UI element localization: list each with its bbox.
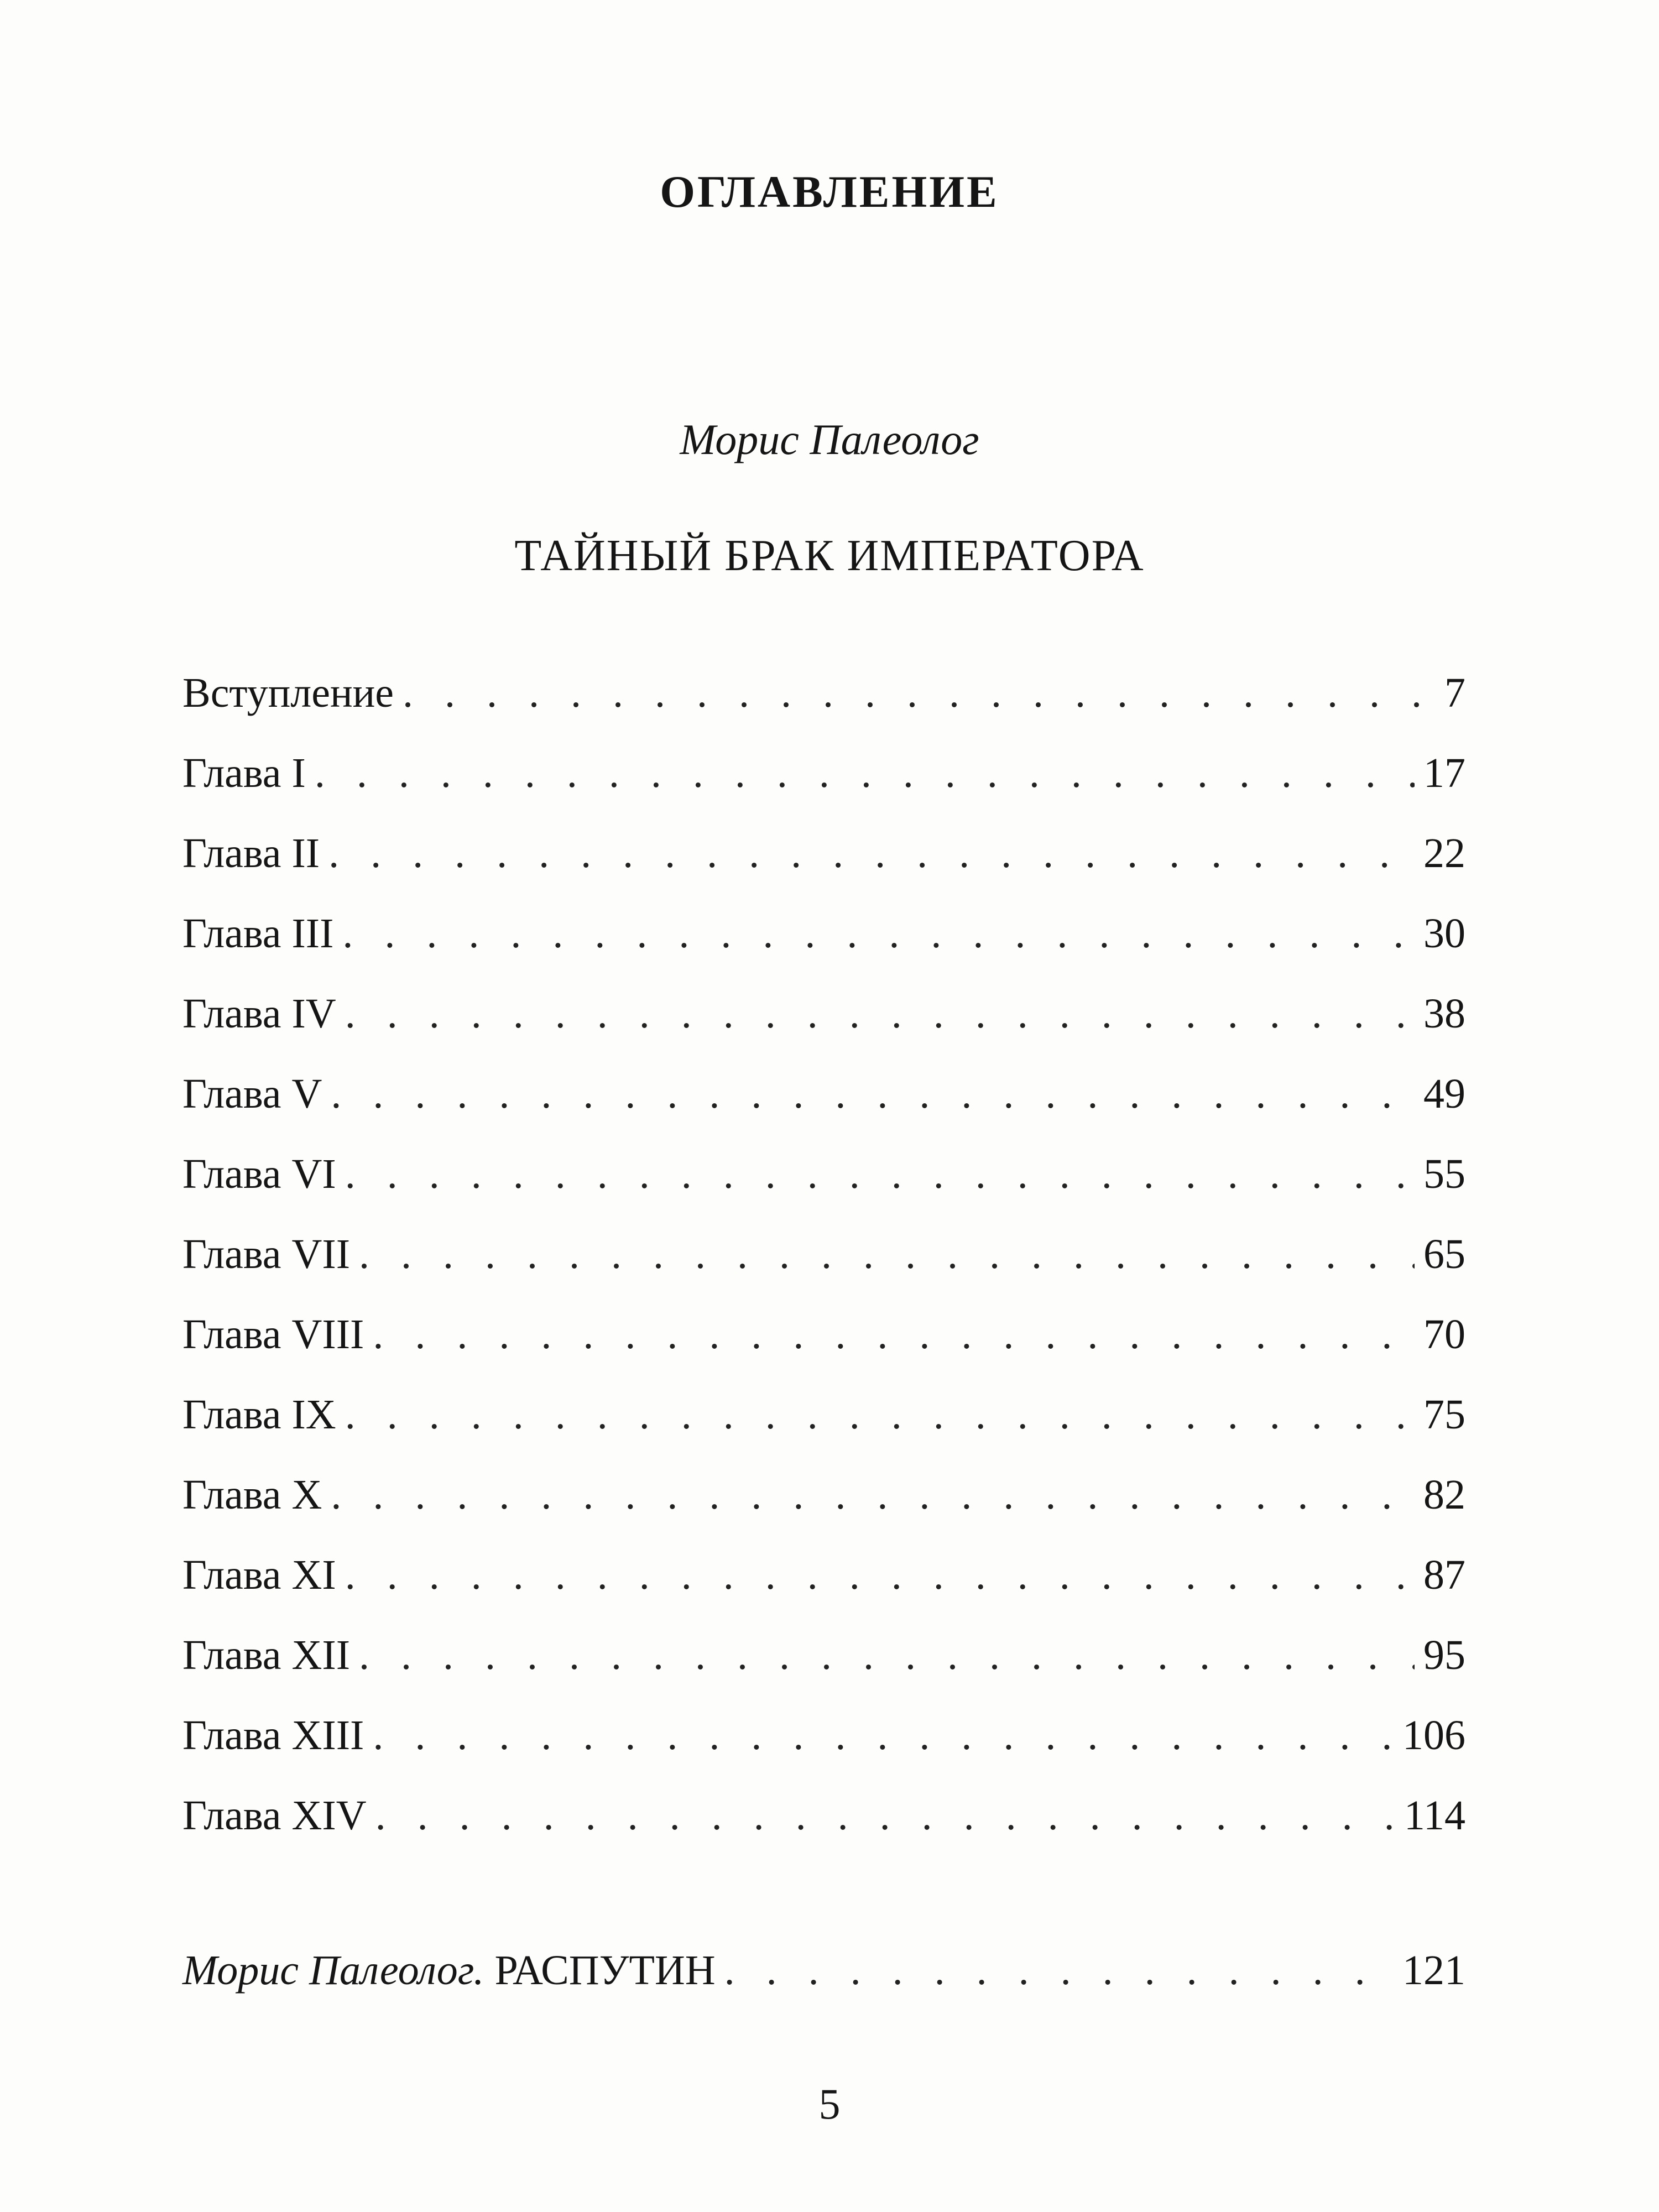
toc-dot-leader — [373, 1311, 1415, 1359]
toc-entry-label: Глава V — [182, 1071, 322, 1117]
toc-entry — [182, 1712, 1465, 1778]
toc-entry-page: 82 — [1423, 1472, 1465, 1518]
toc-entry-label: Глава VIII — [182, 1311, 364, 1358]
toc-entry — [182, 990, 1465, 1056]
toc-final-entry-label — [182, 1947, 716, 1995]
toc-dot-leader — [373, 1712, 1394, 1760]
toc-dot-leader — [331, 1070, 1415, 1118]
toc-dot-leader — [375, 1792, 1395, 1840]
toc-entry — [182, 1471, 1465, 1537]
toc-entry-label: Глава X — [182, 1472, 322, 1518]
toc-entry — [182, 1792, 1465, 1858]
toc-entry-label: Глава XIV — [182, 1792, 367, 1839]
toc-entry-page: 114 — [1404, 1792, 1465, 1839]
toc-entry — [182, 1070, 1465, 1136]
toc-dot-leader — [342, 910, 1415, 958]
toc-entry-label: Глава I — [182, 750, 306, 796]
toc-final-entry-title: РАСПУТИН — [494, 1947, 716, 1994]
toc-entry-label: Глава II — [182, 830, 320, 877]
toc-entry-label: Глава XII — [182, 1632, 350, 1678]
toc-dot-leader — [359, 1631, 1415, 1679]
toc-entry — [182, 1150, 1465, 1217]
toc-dot-leader — [315, 749, 1415, 797]
toc-entry-page: 49 — [1423, 1071, 1465, 1117]
toc-entry-page: 30 — [1423, 910, 1465, 957]
toc-entry — [182, 1631, 1465, 1698]
toc-entry — [182, 830, 1465, 896]
toc-dot-leader — [724, 1947, 1394, 1995]
toc-entry — [182, 910, 1465, 976]
toc-entry-page: 70 — [1423, 1311, 1465, 1358]
toc-entry — [182, 669, 1465, 735]
toc-dot-leader — [328, 830, 1415, 878]
toc-dot-leader — [403, 669, 1436, 717]
toc-dot-leader — [359, 1230, 1415, 1279]
toc-entry — [182, 749, 1465, 816]
page-number: 5 — [818, 2080, 841, 2128]
toc-entry-page: 65 — [1423, 1231, 1465, 1277]
toc-entry-label: Глава XI — [182, 1552, 336, 1598]
toc-dot-leader — [345, 1391, 1415, 1439]
toc-dot-leader — [345, 1551, 1415, 1599]
toc-entry-page: 87 — [1423, 1552, 1465, 1598]
work-title: ТАЙНЫЙ БРАК ИМПЕРАТОРА — [514, 531, 1145, 580]
toc-entry-label: Глава VI — [182, 1151, 336, 1197]
toc-entry — [182, 1230, 1465, 1297]
toc-entry-page: 17 — [1423, 750, 1465, 796]
toc-entry — [182, 1311, 1465, 1377]
toc-entry-page: 106 — [1402, 1712, 1465, 1759]
toc-entry-label: Глава XIII — [182, 1712, 364, 1759]
toc-entry-page: 22 — [1423, 830, 1465, 877]
toc-entry-page: 95 — [1423, 1632, 1465, 1678]
toc-entry-label: Вступление — [182, 670, 394, 716]
toc-entry-label: Глава VII — [182, 1231, 350, 1277]
toc-entry-page: 75 — [1423, 1391, 1465, 1438]
toc-entry-page: 55 — [1423, 1151, 1465, 1197]
toc-final-entry — [182, 1947, 1465, 2013]
toc-entry-label: Глава IV — [182, 990, 336, 1037]
toc-dot-leader — [331, 1471, 1415, 1519]
toc-final-entry-page: 121 — [1402, 1947, 1465, 1994]
toc-entry — [182, 1391, 1465, 1457]
toc-entry — [182, 1551, 1465, 1618]
toc-entry-page: 7 — [1444, 670, 1465, 716]
toc-entry-page: 38 — [1423, 990, 1465, 1037]
page-title: ОГЛАВЛЕНИЕ — [660, 166, 999, 217]
toc-entry-label: Глава IX — [182, 1391, 336, 1438]
toc-dot-leader — [345, 990, 1415, 1038]
toc-dot-leader — [345, 1150, 1415, 1198]
author-name: Морис Палеолог — [680, 415, 979, 463]
toc-entry-label: Глава III — [182, 910, 334, 957]
toc-final-entry-author: Морис Палеолог. — [182, 1947, 484, 1994]
